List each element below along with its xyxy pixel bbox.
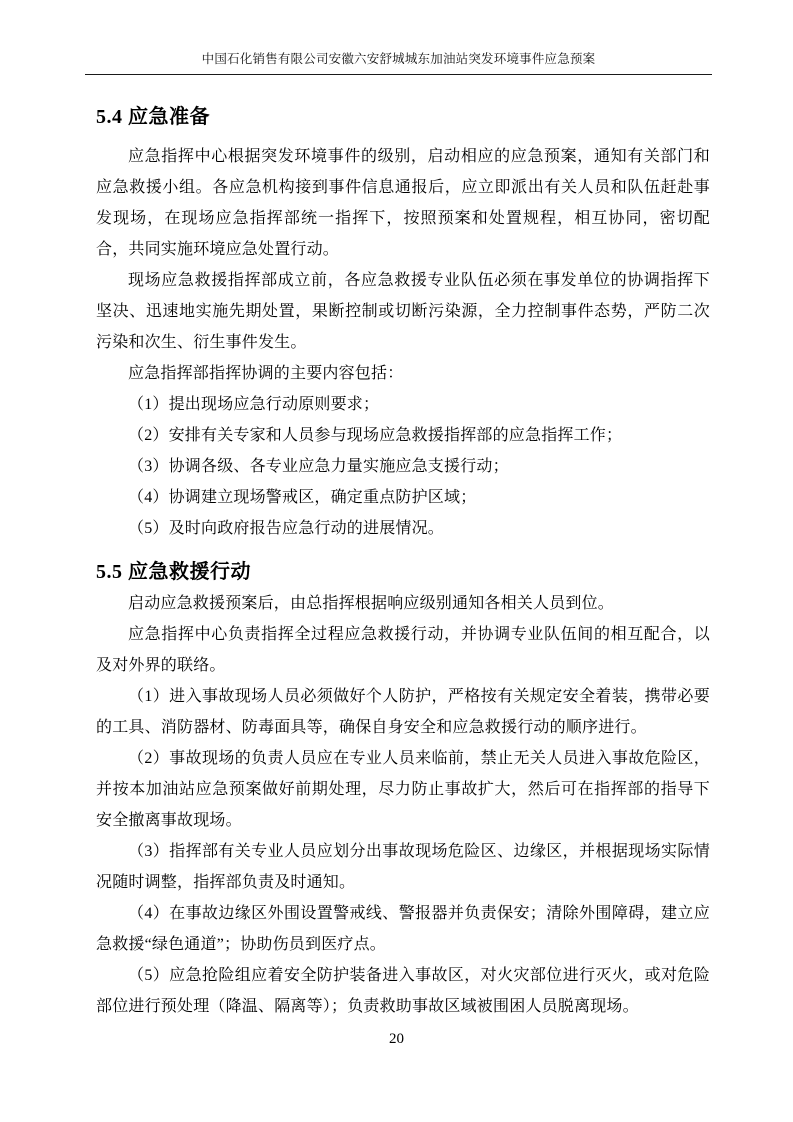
document-body	[96, 76, 710, 1022]
list-item-54-5: （5）及时向政府报告应急行动的进展情况。	[128, 520, 445, 537]
list-item-54-1: （1）提出现场应急行动原则要求；	[128, 396, 380, 413]
paragraph-54-1: 应急指挥中心根据突发环境事件的级别，启动相应的应急预案，通知有关部门和应急救援小组。各应急机构接到事件信息通报后，应立即派出有关人员和队伍赶赴事发现场，在现场应急指挥部统一指挥下，按照预案和处置规程，相互协同，密切配合，共同实施环境应急处置行动。	[96, 148, 710, 258]
paragraph-54-2: 现场应急救援指挥部成立前，各应急救援专业队伍必须在事发单位的协调指挥下坚决、迅速地实施先期处置，果断控制或切断污染源，全力控制事件态势，严防二次污染和次生、衍生事件发生。	[96, 272, 710, 351]
section-heading-5-4: 5.4 应急准备	[96, 106, 210, 128]
list-item-55-1: （1）进入事故现场人员必须做好个人防护，严格按有关规定安全着装，携带必要的工具、消防器材、防毒面具等，确保自身安全和应急救援行动的顺序进行。	[96, 688, 710, 736]
paragraph-54-3: 应急指挥部指挥协调的主要内容包括：	[128, 365, 404, 382]
list-item-55-3: （3）指挥部有关专业人员应划分出事故现场危险区、边缘区，并根据现场实际情况随时调整，指挥部负责及时通知。	[96, 843, 710, 891]
page-header	[85, 0, 712, 75]
list-item-55-2: （2）事故现场的负责人员应在专业人员来临前，禁止无关人员进入事故危险区，并按本加油站应急预案做好前期处理，尽力防止事故扩大，然后可在指挥部的指导下安全撤离事故现场。	[96, 750, 710, 829]
paragraph-55-2: 应急指挥中心负责指挥全过程应急救援行动，并协调专业队伍间的相互配合，以及对外界的联络。	[96, 626, 710, 674]
list-item-54-2: （2）安排有关专家和人员参与现场应急救援指挥部的应急指挥工作；	[128, 427, 623, 444]
paragraph-55-1: 启动应急救援预案后，由总指挥根据响应级别通知各相关人员到位。	[128, 595, 615, 612]
page-footer	[0, 1030, 793, 1048]
header-title: 中国石化销售有限公司安徽六安舒城城东加油站突发环境事件应急预案	[201, 52, 596, 66]
page-number: 20	[389, 1031, 404, 1047]
list-item-54-3: （3）协调各级、各专业应急力量实施应急支援行动；	[128, 458, 509, 475]
section-heading-5-5: 5.5 应急救援行动	[96, 561, 251, 583]
list-item-55-5: （5）应急抢险组应着安全防护装备进入事故区，对火灾部位进行灭火，或对危险部位进行预处理（降温、隔离等）；负责救助事故区域被围困人员脱离现场。	[96, 967, 710, 1015]
list-item-54-4: （4）协调建立现场警戒区，确定重点防护区域；	[128, 489, 477, 506]
list-item-55-4: （4）在事故边缘区外围设置警戒线、警报器并负责保安；清除外围障碍，建立应急救援“绿色通道”；协助伤员到医疗点。	[96, 905, 710, 953]
